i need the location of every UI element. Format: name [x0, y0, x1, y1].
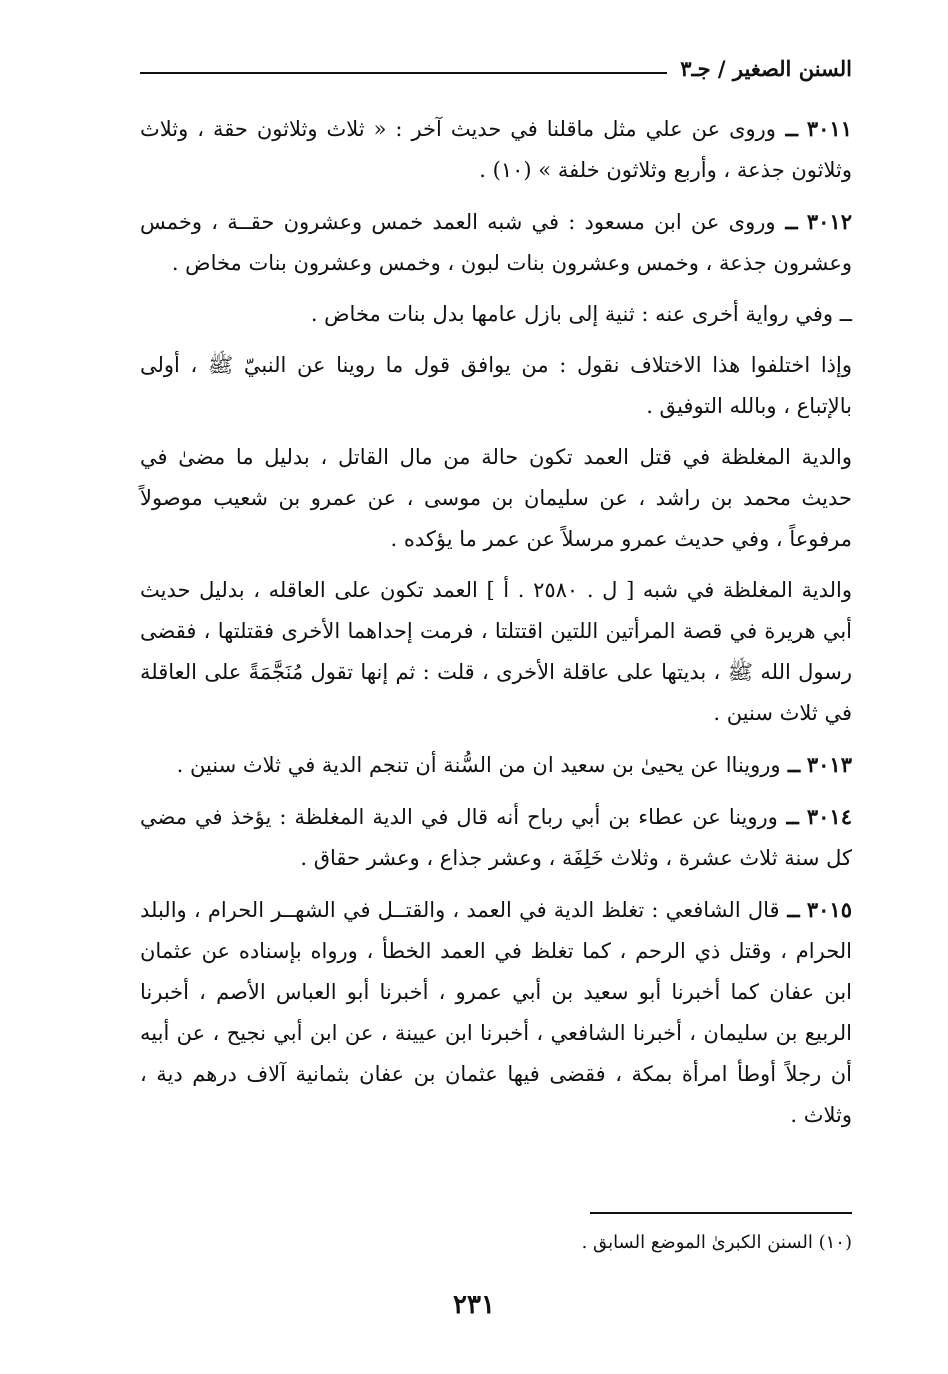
paragraph-text: قال الشافعي : تغلظ الدية في العمد ، والقتــل في الشهــر الحرام ، والبلد الحرام ، وقتل ذي الرحم ، كما تغلظ في العمد الخطأ ، ورواه بإسناده عن عثمان ابن عفان كما أخبرنا أبو سعيد بن أبي عمرو ، أخبرنا أبو العباس الأصم ، أخبرنا الربيع بن سليمان ، أخبرنا الشافعي ، أخبرنا ابن عيينة ، عن ابن أبي نجيح ، عن أبيه أن رجلاً أوطأ امرأة بمكة ، فقضى فيها عثمان بن عفان بثمانية آلاف درهم دية ، وثلاث .: [140, 898, 852, 1127]
paragraph-disagreement: [140, 345, 852, 427]
paragraph-3011: [140, 108, 852, 191]
paragraph-text: ــ وفي رواية أخرى عنه : ثنية إلى بازل عامها بدل بنات مخاض .: [310, 302, 852, 326]
paragraph-text: وروى عن ابن مسعود : في شبه العمد خمس وعشرون حقــة ، وخمس وعشرون جذعة ، وخمس وعشرون بنات لبون ، وخمس وعشرون بنات مخاض .: [140, 210, 852, 275]
number-dash: ــ: [775, 209, 798, 234]
paragraph-intentional-killing: [140, 437, 852, 560]
hadith-number: ٣٠١٥: [806, 897, 852, 922]
paragraph-text: وروينا عن عطاء بن أبي رباح أنه قال في الدية المغلظة : يؤخذ في مضي كل سنة ثلاث عشرة ، وثلاث خَلِفَة ، وعشر جذاع ، وعشر حقاق .: [140, 805, 852, 870]
paragraph-text: وروى عن علي مثل ماقلنا في حديث آخر : « ثلاث وثلاثون حقة ، وثلاث وثلاثون جذعة ، وأربع وثلاثون خلفة »: [140, 117, 852, 182]
page-number: ٢٣١: [453, 1290, 495, 1320]
footnote-ref: (١٠): [492, 158, 532, 182]
footnote-rule: [590, 1212, 852, 1214]
paragraph-text: ورويناا عن يحيىٰ بن سعيد ان من السُّنة أن تنجم الدية في ثلاث سنين .: [176, 753, 781, 777]
main-text: [140, 108, 852, 1146]
paragraph-text: وإذا اختلفوا هذا الاختلاف نقول : من يوافق قول ما روينا عن النبيّ ﷺ ، أولى بالإتباع ، وبالله التوفيق .: [140, 353, 852, 418]
header-title: السنن الصغير / جـ٣: [680, 56, 852, 81]
paragraph-3013: [140, 744, 852, 786]
header-rule: [140, 72, 667, 74]
number-dash: ــ: [780, 752, 801, 777]
paragraph-3014: [140, 796, 852, 879]
number-dash: ــ: [779, 897, 800, 922]
paragraph-text: والدية المغلظة في شبه [ ل . ٢٥٨٠ . أ ] العمد تكون على العاقله ، بدليل حديث أبي هريرة في قصة المرأتين اللتين اقتتلتا ، فرمت إحداهما الأخرى فقتلتها ، فقضى رسول الله ﷺ ، بديتها على عاقلة الأخرى ، قلت : ثم إنها تقول مُنَجَّمَةً على العاقلة في ثلاث سنين .: [140, 578, 852, 725]
hadith-number: ٣٠١٢: [806, 209, 852, 234]
hadith-number: ٣٠١٤: [806, 804, 852, 829]
paragraph-tail: .: [479, 158, 493, 182]
paragraph-other-narration: [140, 294, 852, 335]
hadith-number: ٣٠١١: [806, 116, 852, 141]
number-dash: ــ: [775, 116, 798, 141]
paragraph-3015: [140, 889, 852, 1136]
paragraph-quasi-intentional: [140, 570, 852, 734]
number-dash: ــ: [777, 804, 799, 829]
paragraph-3012: [140, 201, 852, 284]
hadith-number: ٣٠١٣: [806, 752, 852, 777]
paragraph-text: والدية المغلظة في قتل العمد تكون حالة من مال القاتل ، بدليل ما مضىٰ في حديث محمد بن راشد ، عن سليمان بن موسى ، عن عمرو بن شعيب موصولاً مرفوعاً ، وفي حديث عمرو مرسلاً عن عمر ما يؤكده .: [140, 445, 852, 551]
running-header: [140, 52, 852, 82]
footnote: (١٠) السنن الكبرىٰ الموضع السابق .: [581, 1232, 852, 1253]
